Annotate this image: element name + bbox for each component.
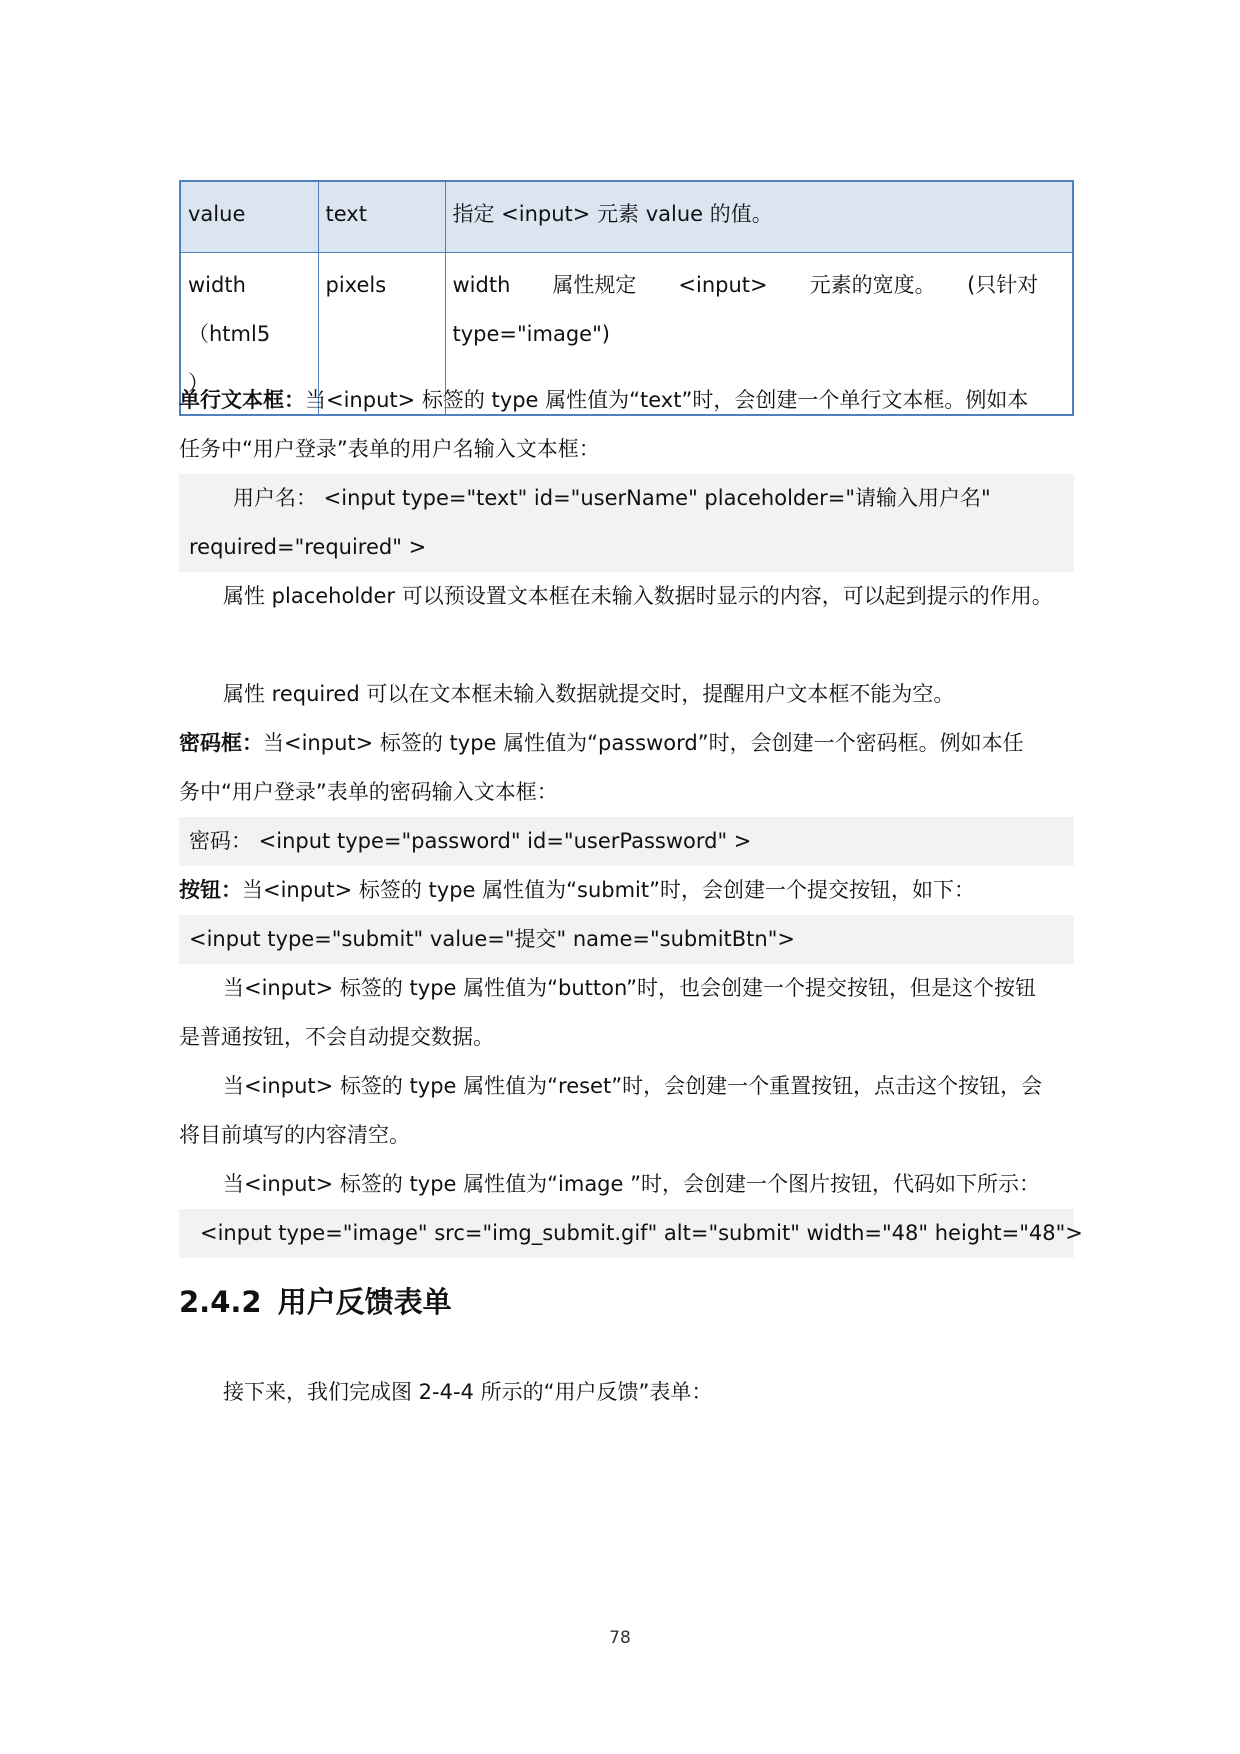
section-heading <box>179 1282 452 1322</box>
code-block <box>179 474 1074 572</box>
paragraph-line: 当<input> 标签的 type 属性值为“reset”时，会创建一个重置按钮，点击这个按钮，会 <box>223 1074 1043 1098</box>
paragraph-line: 当<input> 标签的 type 属性值为“button”时，也会创建一个提交按钮，但是这个按钮 <box>223 976 1037 1000</box>
cell-text: pixels <box>325 273 387 297</box>
code-block: <input type="image" src="img_submit.gif" alt="submit" width="48" height="48"> <box>179 1209 1074 1258</box>
cell-text: value <box>188 202 246 226</box>
paragraph-line: 当<input> 标签的 type 属性值为“text”时，会创建一个单行文本框。例如本 <box>305 388 1029 412</box>
paragraph-line: 任务中“用户登录”表单的用户名输入文本框： <box>179 437 600 461</box>
paragraph-required: 属性 required 可以在文本框未输入数据就提交时，提醒用户文本框不能为空。 <box>223 682 955 706</box>
code-line: 用户名： <input type="text" id="userName" placeholder="请输入用户名" <box>233 486 991 510</box>
cell-text: type="image") <box>452 322 610 346</box>
paragraph-button <box>179 866 1074 915</box>
table-cell-value-type <box>318 181 445 253</box>
cell-text: 指定 <input> 元素 value 的值。 <box>452 202 773 226</box>
paragraph-placeholder: 属性 placeholder 可以预设置文本框在未输入数据时显示的内容，可以起到提示的作用。 <box>223 584 1053 608</box>
paragraph-label: 密码框： <box>179 731 263 755</box>
cell-text: text <box>325 202 367 226</box>
code-block: 密码： <input type="password" id="userPassword" > <box>179 817 1074 866</box>
cell-text: ） <box>188 371 209 395</box>
paragraph-text-input <box>179 376 1074 425</box>
code-block: <input type="submit" value="提交" name="submitBtn"> <box>179 915 1074 964</box>
section-title: 用户反馈表单 <box>277 1285 452 1319</box>
code-line: required="required" > <box>189 535 427 559</box>
cell-text: width（html5 <box>188 273 271 346</box>
section-number: 2.4.2 <box>179 1285 262 1319</box>
paragraph-label: 单行文本框： <box>179 388 305 412</box>
paragraph-line: 当<input> 标签的 type 属性值为“submit”时，会创建一个提交按钮，如下： <box>242 878 976 902</box>
paragraph-password <box>179 719 1074 768</box>
paragraph-line: 务中“用户登录”表单的密码输入文本框： <box>179 780 558 804</box>
paragraph-line: 当<input> 标签的 type 属性值为“password”时，会创建一个密码框。例如本任 <box>263 731 1024 755</box>
page-number: 78 <box>609 1628 631 1648</box>
table-cell-description <box>445 181 1073 253</box>
paragraph-line: 是普通按钮，不会自动提交数据。 <box>179 1025 494 1049</box>
cell-text: width 属性规定 <input> 元素的宽度。 (只针对 <box>452 273 1039 297</box>
paragraph-intro: 接下来，我们完成图 2-4-4 所示的“用户反馈”表单： <box>223 1380 713 1404</box>
paragraph-image-button: 当<input> 标签的 type 属性值为“image ”时，会创建一个图片按钮，代码如下所示： <box>223 1172 1040 1196</box>
paragraph-label: 按钮： <box>179 878 242 902</box>
table-cell-attribute <box>180 181 318 253</box>
table-row <box>180 181 1073 253</box>
paragraph-line: 将目前填写的内容清空。 <box>179 1123 410 1147</box>
